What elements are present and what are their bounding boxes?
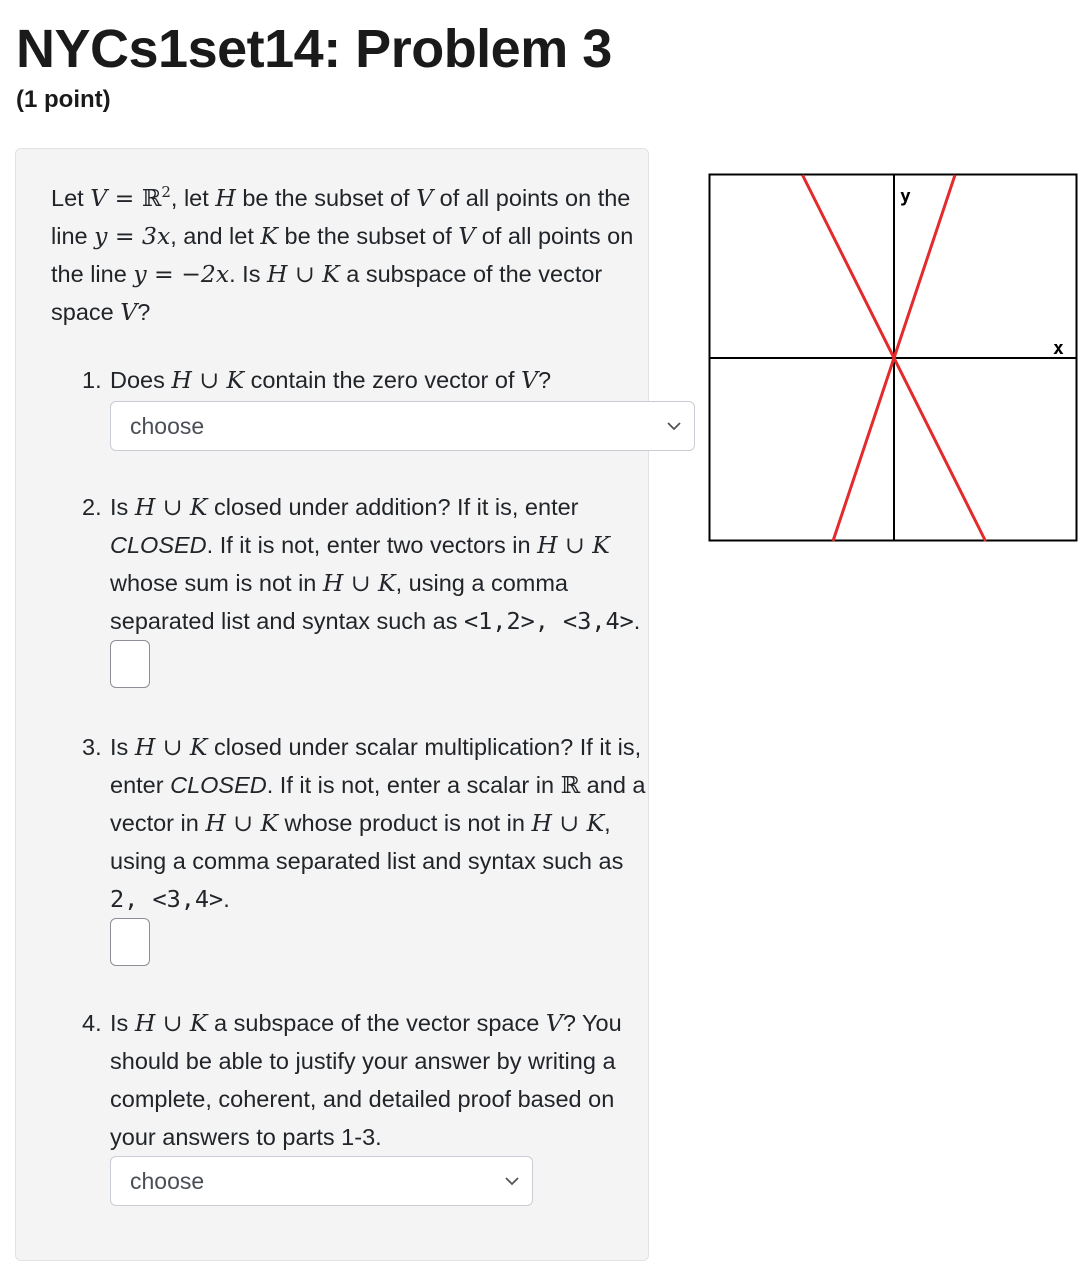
question-2-text: Is H ∪ K closed under addition? If it is, enter CLOSED. If it is not, enter two vectors in H ∪ K whose sum is not in H ∪ K, using a comma separated list and syntax such as <1,2>, <3,4>. [110,493,641,635]
question-3-answer-input[interactable] [110,918,150,966]
question-4-number: 4. [82,1010,102,1036]
question-1-select[interactable] [110,401,695,451]
question-2-number: 2. [82,494,102,520]
chevron-down-icon [666,421,682,431]
question-3-number: 3. [82,734,102,760]
question-4-select-value: choose [130,1167,205,1194]
question-2-answer-input[interactable] [110,640,150,688]
question-3-text: Is H ∪ K closed under scalar multiplication? If it is, enter CLOSED. If it is not, enter a scalar in ℝ and a vector in H ∪ K whose product is not in H ∪ K, using a comma separated list and syntax such as 2, <3,4>. [110,733,646,913]
question-4-select[interactable] [110,1156,533,1206]
graph-figure [708,173,1078,543]
x-axis-label: x [1053,338,1064,359]
question-1-text: Does H ∪ K contain the zero vector of V? [110,366,552,394]
question-1-select-value: choose [130,412,205,439]
page-title: NYCs1set14: Problem 3 [16,19,612,79]
question-4-text: Is H ∪ K a subspace of the vector space V? You should be able to justify your answer by writing a complete, coherent, and detailed proof based on your answers to parts 1-3. [110,1009,622,1150]
y-axis-label: y [900,186,911,207]
problem-statement: Let V = ℝ$^2$, let H be the subset of V of all points on the line y = 3x, and let K be the subset of V of all points on the line y = −2x. Is H ∪ K a subspace of the vector space V? [51,183,634,326]
chevron-down-icon [504,1176,520,1186]
points-label: (1 point) [16,86,111,113]
question-1-number: 1. [82,367,102,393]
